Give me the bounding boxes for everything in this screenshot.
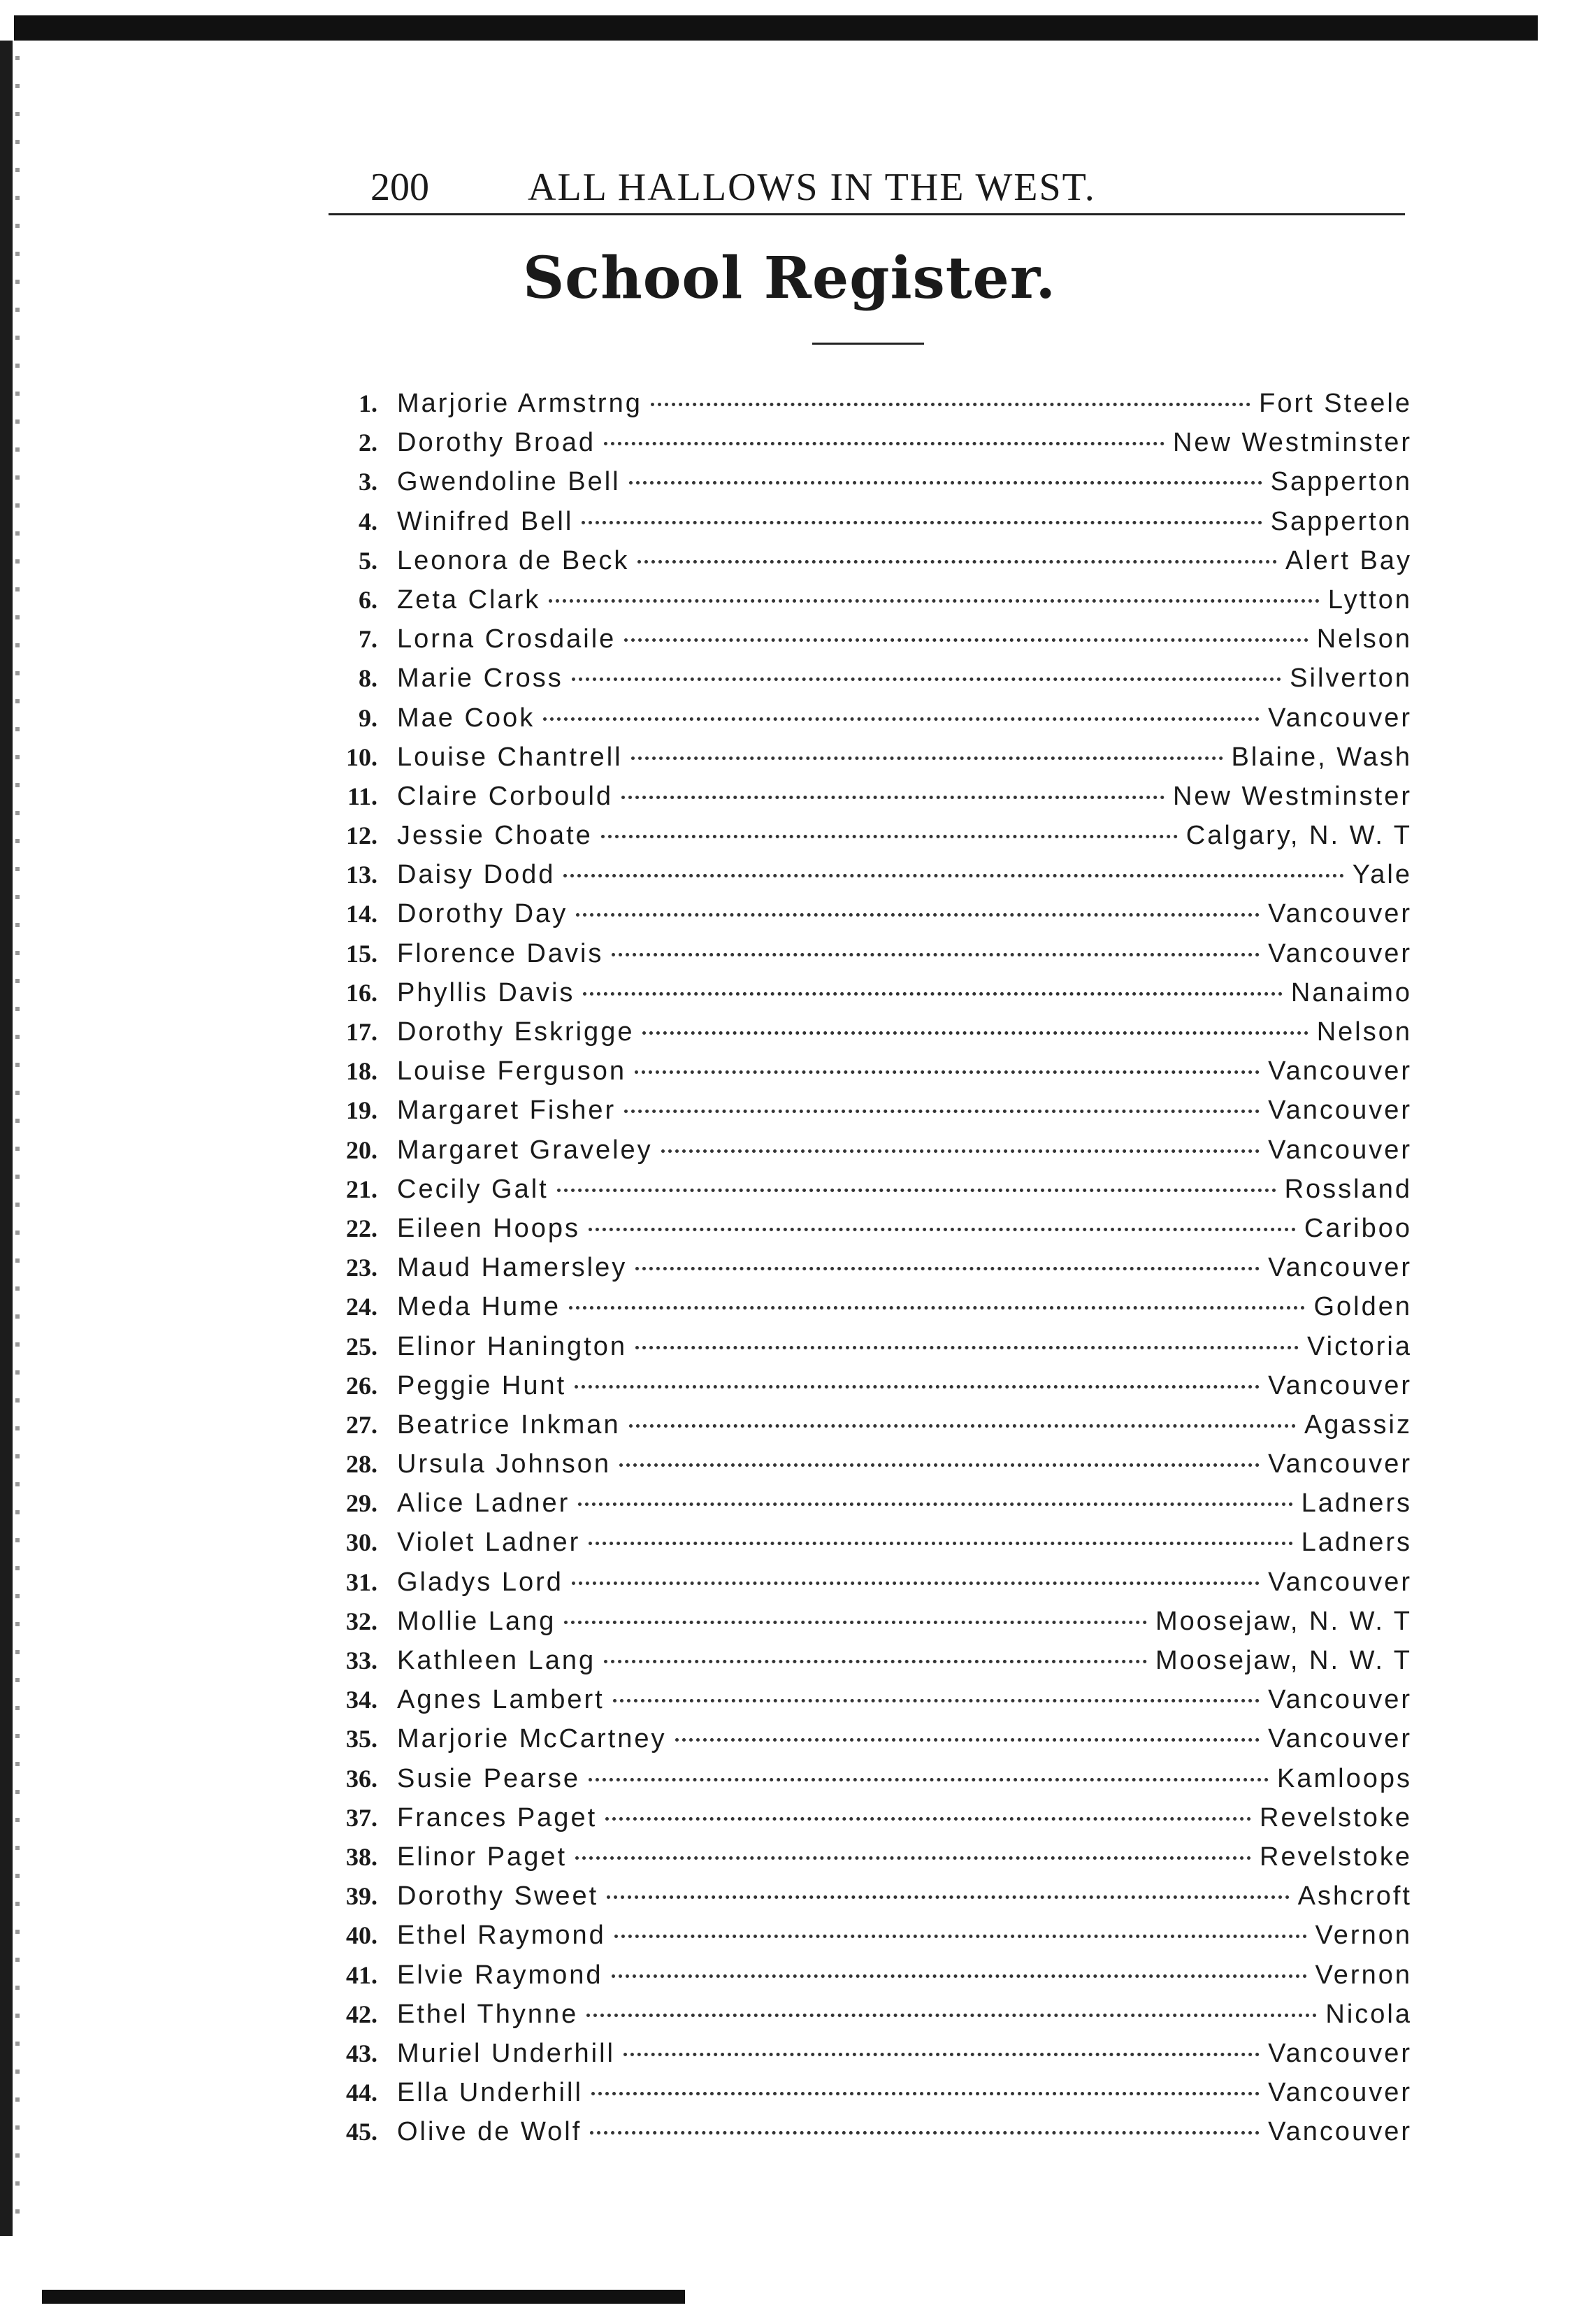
entry-number: 9. xyxy=(359,703,377,732)
pupil-hometown: Ashcroft xyxy=(1297,1881,1412,1911)
entry-number: 19. xyxy=(346,1096,377,1125)
pupil-hometown: Agassiz xyxy=(1304,1410,1412,1440)
pupil-name: Muriel Underhill xyxy=(397,2038,615,2068)
entry-number: 2. xyxy=(359,429,377,457)
pupil-name: Gladys Lord xyxy=(397,1567,563,1597)
entry-number: 26. xyxy=(346,1371,377,1400)
pupil-name: Marie Cross xyxy=(397,664,563,694)
pupil-name: Marjorie Armstrng xyxy=(397,389,642,418)
register-row xyxy=(322,1803,1412,1842)
entry-number: 42. xyxy=(346,2000,377,2028)
dot-leader xyxy=(549,599,1320,603)
pupil-hometown: Vancouver xyxy=(1268,1724,1412,1754)
pupil-hometown: Sapperton xyxy=(1270,467,1412,497)
dot-leader xyxy=(612,1974,1307,1978)
pupil-hometown: Vancouver xyxy=(1268,703,1412,733)
entry-number: 23. xyxy=(346,1254,377,1282)
register-row xyxy=(322,939,1412,978)
register-row xyxy=(322,1724,1412,1763)
pupil-hometown: Nanaimo xyxy=(1290,977,1412,1007)
entry-number: 28. xyxy=(346,1450,377,1479)
entry-number: 32. xyxy=(346,1607,377,1635)
register-row xyxy=(322,546,1412,585)
pupil-hometown: Ladners xyxy=(1301,1528,1412,1558)
pupil-name: Margaret Fisher xyxy=(397,1096,617,1126)
register-row xyxy=(322,2117,1412,2156)
register-row xyxy=(322,1960,1412,2000)
dot-leader xyxy=(572,677,1281,681)
entry-number: 37. xyxy=(346,1803,377,1832)
pupil-name: Dorothy Day xyxy=(397,899,568,929)
pupil-name: Alice Ladner xyxy=(397,1489,570,1519)
dot-leader xyxy=(613,1699,1260,1702)
dot-leader xyxy=(619,1463,1260,1467)
dot-leader xyxy=(612,953,1260,956)
pupil-name: Mollie Lang xyxy=(397,1606,556,1636)
pupil-hometown: Ladners xyxy=(1301,1489,1412,1519)
pupil-name: Elinor Paget xyxy=(397,1842,568,1872)
dot-leader xyxy=(642,1031,1308,1035)
register-row xyxy=(322,1764,1412,1803)
entry-number: 16. xyxy=(346,978,377,1007)
entry-number: 27. xyxy=(346,1410,377,1439)
pupil-hometown: New Westminster xyxy=(1172,781,1412,811)
register-row xyxy=(322,1135,1412,1175)
dot-leader xyxy=(576,913,1260,917)
entry-number: 17. xyxy=(346,1018,377,1046)
pupil-hometown: New Westminster xyxy=(1172,428,1412,458)
pupil-hometown: Vancouver xyxy=(1268,938,1412,968)
pupil-name: Ursula Johnson xyxy=(397,1449,612,1479)
pupil-name: Maud Hamersley xyxy=(397,1253,628,1283)
dot-leader xyxy=(589,1228,1296,1231)
entry-number: 40. xyxy=(346,1921,377,1950)
page-number: 200 xyxy=(370,166,429,209)
register-row xyxy=(322,507,1412,546)
pupil-name: Elinor Hanington xyxy=(397,1331,627,1361)
entry-number: 43. xyxy=(346,2039,377,2067)
entry-number: 4. xyxy=(359,507,377,536)
dot-leader xyxy=(578,1502,1292,1506)
pupil-hometown: Moosejaw, N. W. T xyxy=(1155,1606,1412,1636)
entry-number: 13. xyxy=(346,861,377,889)
scan-left-speckle xyxy=(15,56,20,2223)
dot-leader xyxy=(591,2092,1260,2095)
dot-leader xyxy=(569,1306,1305,1310)
pupil-name: Jessie Choate xyxy=(397,821,593,851)
register-row xyxy=(322,624,1412,664)
register-row xyxy=(322,703,1412,743)
pupil-hometown: Vancouver xyxy=(1268,1056,1412,1086)
pupil-name: Dorothy Broad xyxy=(397,428,596,458)
register-row xyxy=(322,860,1412,899)
pupil-name: Kathleen Lang xyxy=(397,1646,596,1675)
pupil-hometown: Blaine, Wash xyxy=(1231,742,1412,772)
pupil-name: Claire Corbould xyxy=(397,781,614,811)
pupil-hometown: Vernon xyxy=(1315,1921,1412,1951)
register-row xyxy=(322,428,1412,467)
register-row xyxy=(322,1685,1412,1724)
register-row xyxy=(322,1489,1412,1528)
scan-top-border xyxy=(14,15,1538,41)
pupil-hometown: Yale xyxy=(1352,860,1412,890)
register-row xyxy=(322,467,1412,506)
dot-leader xyxy=(631,756,1223,760)
register-row xyxy=(322,782,1412,821)
register-row xyxy=(322,2000,1412,2039)
entry-number: 21. xyxy=(346,1175,377,1203)
pupil-name: Leonora de Beck xyxy=(397,545,630,575)
register-row xyxy=(322,2039,1412,2078)
dot-leader xyxy=(543,717,1260,721)
dot-leader xyxy=(557,1189,1276,1192)
pupil-name: Frances Paget xyxy=(397,1802,598,1832)
dot-leader xyxy=(635,1346,1299,1349)
pupil-name: Beatrice Inkman xyxy=(397,1410,621,1440)
dot-leader xyxy=(624,1110,1260,1113)
pupil-hometown: Vancouver xyxy=(1268,1567,1412,1597)
pupil-hometown: Golden xyxy=(1313,1292,1412,1322)
register-row xyxy=(322,1332,1412,1371)
entry-number: 29. xyxy=(346,1489,377,1518)
entry-number: 5. xyxy=(359,546,377,575)
register-row xyxy=(322,1881,1412,1921)
dot-leader xyxy=(624,638,1308,642)
school-register-list xyxy=(322,389,1412,2156)
entry-number: 22. xyxy=(346,1214,377,1242)
register-row xyxy=(322,1921,1412,1960)
dot-leader xyxy=(575,1856,1251,1860)
pupil-name: Louise Chantrell xyxy=(397,742,623,772)
pupil-name: Phyllis Davis xyxy=(397,977,575,1007)
pupil-name: Daisy Dodd xyxy=(397,860,556,890)
pupil-name: Cecily Galt xyxy=(397,1174,549,1204)
pupil-hometown: Vancouver xyxy=(1268,1685,1412,1715)
register-row xyxy=(322,1017,1412,1056)
pupil-hometown: Nelson xyxy=(1316,624,1412,654)
entry-number: 8. xyxy=(359,664,377,693)
register-row xyxy=(322,1214,1412,1253)
register-row xyxy=(322,1646,1412,1685)
register-row xyxy=(322,1056,1412,1096)
entry-number: 14. xyxy=(346,900,377,928)
pupil-name: Dorothy Sweet xyxy=(397,1881,599,1911)
pupil-hometown: Rossland xyxy=(1284,1174,1412,1204)
entry-number: 38. xyxy=(346,1842,377,1871)
dot-leader xyxy=(621,796,1165,799)
entry-number: 25. xyxy=(346,1332,377,1361)
register-row xyxy=(322,1528,1412,1567)
title-rule xyxy=(812,343,924,345)
pupil-name: Dorothy Eskrigge xyxy=(397,1017,635,1047)
register-row xyxy=(322,1253,1412,1292)
pupil-name: Ethel Raymond xyxy=(397,1921,606,1951)
pupil-name: Louise Ferguson xyxy=(397,1056,627,1086)
register-row xyxy=(322,1568,1412,1607)
pupil-name: Marjorie McCartney xyxy=(397,1724,667,1754)
dot-leader xyxy=(589,1542,1292,1545)
dot-leader xyxy=(607,1895,1289,1899)
pupil-name: Gwendoline Bell xyxy=(397,467,621,497)
dot-leader xyxy=(582,521,1262,524)
pupil-hometown: Vancouver xyxy=(1268,1253,1412,1283)
register-row xyxy=(322,389,1412,428)
entry-number: 35. xyxy=(346,1725,377,1753)
dot-leader xyxy=(601,835,1178,838)
pupil-hometown: Vancouver xyxy=(1268,1370,1412,1400)
pupil-hometown: Revelstoke xyxy=(1260,1842,1412,1872)
dot-leader xyxy=(635,1070,1260,1074)
pupil-hometown: Vancouver xyxy=(1268,2038,1412,2068)
pupil-name: Olive de Wolf xyxy=(397,2117,582,2147)
pupil-hometown: Vancouver xyxy=(1268,1135,1412,1165)
page-header xyxy=(329,162,1398,213)
register-row xyxy=(322,1410,1412,1449)
entry-number: 36. xyxy=(346,1764,377,1793)
entry-number: 31. xyxy=(346,1568,377,1596)
pupil-name: Mae Cook xyxy=(397,703,535,733)
pupil-name: Agnes Lambert xyxy=(397,1685,605,1715)
pupil-name: Susie Pearse xyxy=(397,1763,581,1793)
entry-number: 10. xyxy=(346,743,377,771)
dot-leader xyxy=(623,2053,1260,2056)
dot-leader xyxy=(635,1267,1260,1270)
pupil-name: Eileen Hoops xyxy=(397,1213,581,1243)
pupil-name: Elvie Raymond xyxy=(397,1960,603,1990)
pupil-hometown: Nelson xyxy=(1316,1017,1412,1047)
pupil-hometown: Vancouver xyxy=(1268,899,1412,929)
pupil-name: Margaret Graveley xyxy=(397,1135,653,1165)
dot-leader xyxy=(563,874,1343,877)
entry-number: 33. xyxy=(346,1647,377,1674)
entry-number: 18. xyxy=(346,1057,377,1086)
dot-leader xyxy=(572,1581,1260,1585)
dot-leader xyxy=(575,1385,1260,1389)
pupil-name: Zeta Clark xyxy=(397,584,541,615)
register-row xyxy=(322,899,1412,938)
register-row xyxy=(322,743,1412,782)
pupil-hometown: Vernon xyxy=(1315,1960,1412,1990)
pupil-hometown: Vancouver xyxy=(1268,2078,1412,2108)
pupil-hometown: Cariboo xyxy=(1304,1213,1412,1243)
pupil-hometown: Sapperton xyxy=(1270,506,1412,536)
header-rule xyxy=(329,213,1405,215)
register-row xyxy=(322,1607,1412,1646)
entry-number: 34. xyxy=(346,1686,377,1714)
dot-leader xyxy=(614,1935,1307,1938)
register-row xyxy=(322,1842,1412,1881)
register-row xyxy=(322,585,1412,624)
entry-number: 20. xyxy=(346,1135,377,1164)
dot-leader xyxy=(604,1660,1147,1663)
pupil-hometown: Kamloops xyxy=(1277,1763,1412,1793)
entry-number: 39. xyxy=(346,1882,377,1911)
dot-leader xyxy=(589,1778,1269,1781)
dot-leader xyxy=(583,992,1283,996)
pupil-hometown: Calgary, N. W. T xyxy=(1185,821,1412,851)
pupil-hometown: Alert Bay xyxy=(1285,545,1412,575)
entry-number: 6. xyxy=(359,585,377,614)
register-row xyxy=(322,2078,1412,2117)
pupil-hometown: Vancouver xyxy=(1268,2117,1412,2147)
dot-leader xyxy=(605,1817,1251,1821)
page-title: School Register. xyxy=(522,245,1057,312)
entry-number: 41. xyxy=(346,1960,377,1989)
register-row xyxy=(322,1175,1412,1214)
register-row xyxy=(322,1096,1412,1135)
running-head: ALL HALLOWS IN THE WEST. xyxy=(528,166,1096,209)
entry-number: 44. xyxy=(346,2079,377,2107)
entry-number: 30. xyxy=(346,1528,377,1557)
pupil-hometown: Revelstoke xyxy=(1260,1802,1412,1832)
entry-number: 1. xyxy=(359,389,377,417)
entry-number: 11. xyxy=(347,782,377,810)
dot-leader xyxy=(675,1738,1260,1742)
entry-number: 12. xyxy=(346,822,377,850)
pupil-hometown: Fort Steele xyxy=(1259,389,1412,418)
entry-number: 24. xyxy=(346,1293,377,1321)
pupil-hometown: Victoria xyxy=(1306,1331,1412,1361)
dot-leader xyxy=(604,442,1165,445)
dot-leader xyxy=(637,560,1277,564)
pupil-hometown: Nicola xyxy=(1325,1999,1412,2029)
dot-leader xyxy=(629,481,1262,485)
entry-number: 15. xyxy=(346,939,377,968)
dot-leader xyxy=(586,2014,1317,2017)
entry-number: 7. xyxy=(359,625,377,654)
pupil-name: Ella Underhill xyxy=(397,2078,583,2108)
register-row xyxy=(322,978,1412,1017)
pupil-hometown: Moosejaw, N. W. T xyxy=(1155,1646,1412,1675)
pupil-name: Violet Ladner xyxy=(397,1528,581,1558)
pupil-name: Winifred Bell xyxy=(397,506,574,536)
register-row xyxy=(322,1371,1412,1410)
register-row xyxy=(322,821,1412,860)
pupil-name: Meda Hume xyxy=(397,1292,561,1322)
dot-leader xyxy=(564,1621,1147,1624)
dot-leader xyxy=(661,1149,1260,1153)
pupil-name: Ethel Thynne xyxy=(397,1999,579,2029)
scan-bottom-border xyxy=(42,2290,685,2304)
pupil-name: Peggie Hunt xyxy=(397,1370,567,1400)
register-row xyxy=(322,664,1412,703)
pupil-name: Florence Davis xyxy=(397,938,604,968)
register-row xyxy=(322,1292,1412,1331)
pupil-hometown: Lytton xyxy=(1327,584,1412,615)
pupil-hometown: Vancouver xyxy=(1268,1096,1412,1126)
pupil-hometown: Vancouver xyxy=(1268,1449,1412,1479)
entry-number: 45. xyxy=(346,2118,377,2146)
pupil-hometown: Silverton xyxy=(1290,664,1412,694)
register-row xyxy=(322,1449,1412,1489)
scan-left-edge xyxy=(0,41,13,2236)
dot-leader xyxy=(629,1424,1296,1428)
dot-leader xyxy=(590,2131,1260,2135)
entry-number: 3. xyxy=(359,468,377,496)
pupil-name: Lorna Crosdaile xyxy=(397,624,617,654)
dot-leader xyxy=(651,403,1250,406)
